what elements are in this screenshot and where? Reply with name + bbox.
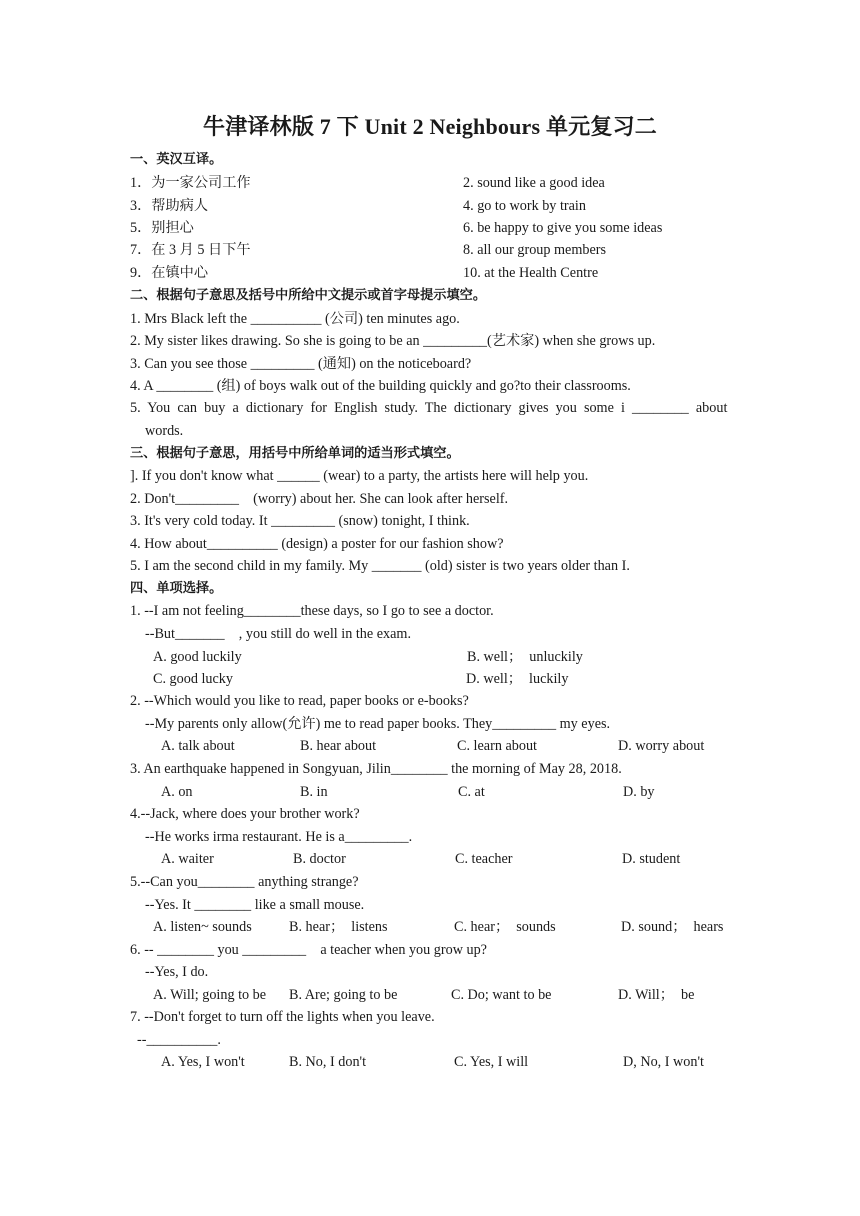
s4-q7-option-c: C. Yes, I will [454, 1054, 529, 1070]
s4-q7-option-a: A. Yes, I won't [161, 1054, 245, 1070]
s4-q2-line2: --My parents only allow(允许) me to read paper books. They_________ my eyes. [145, 716, 611, 732]
s4-q5-line2: --Yes. It ________ like a small mouse. [145, 897, 365, 913]
s4-q6-option-c: C. Do; want to be [451, 987, 552, 1003]
s1-item-6: 6. be happy to give you some ideas [463, 220, 663, 236]
s2-question-5: 5. You can buy a dictionary for English study. The dictionary gives you some i ________ about [130, 400, 728, 416]
section-4-heading: 四、单项选择。 [130, 581, 223, 596]
s4-q6-line1: 6. -- ________ you _________ a teacher when you grow up? [130, 942, 487, 958]
s4-q5-option-a: A. listen~ sounds [153, 919, 252, 935]
s4-q1-line1: 1. --I am not feeling________these days, so I go to see a doctor. [130, 603, 494, 619]
s4-q7-option-b: B. No, I don't [289, 1054, 367, 1070]
s3-question-2: 2. Don't_________ (worry) about her. She can look after herself. [130, 491, 509, 507]
s1-item-9: 9．在镇中心 [130, 265, 209, 281]
s1-item-3: 3．帮助病人 [130, 198, 209, 214]
s2-question-2: 2. My sister likes drawing. So she is going to be an _________(艺术家) when she grows up. [130, 333, 656, 349]
s1-item-8: 8. all our group members [463, 242, 607, 258]
s4-q1-line2: --But_______ , you still do well in the exam. [145, 626, 411, 642]
s4-q2-option-b: B. hear about [300, 738, 377, 754]
s4-q6-option-d: D. Will； be [618, 987, 695, 1003]
s4-q5-line1: 5.--Can you________ anything strange? [130, 874, 359, 890]
s4-q4-line1: 4.--Jack, where does your brother work? [130, 806, 360, 822]
s4-q1-option-b: B. well； unluckily [467, 649, 583, 665]
s4-q1-option-a: A. good luckily [153, 649, 242, 665]
s4-q3-line1: 3. An earthquake happened in Songyuan, Jilin________ the morning of May 28, 2018. [130, 761, 622, 777]
s2-question-5-cont: words. [145, 423, 184, 439]
s3-question-3: 3. It's very cold today. It _________ (snow) tonight, I think. [130, 513, 470, 529]
s4-q5-option-d: D. sound； hears [621, 919, 724, 935]
s4-q7-line2: --__________. [137, 1032, 221, 1048]
s4-q4-option-b: B. doctor [293, 851, 346, 867]
s4-q1-option-d: D. well； luckily [466, 671, 569, 687]
s4-q2-option-d: D. worry about [618, 738, 705, 754]
s1-item-2: 2. sound like a good idea [463, 175, 605, 191]
s4-q6-line2: --Yes, I do. [145, 964, 209, 980]
s4-q1-option-c: C. good lucky [153, 671, 233, 687]
s4-q4-option-c: C. teacher [455, 851, 513, 867]
s4-q7-line1: 7. --Don't forget to turn off the lights when you leave. [130, 1009, 435, 1025]
s1-item-1: 1．为一家公司工作 [130, 175, 251, 191]
s4-q3-option-b: B. in [300, 784, 328, 800]
s4-q6-option-b: B. Are; going to be [289, 987, 398, 1003]
s4-q5-option-b: B. hear； listens [289, 919, 388, 935]
s4-q3-option-c: C. at [458, 784, 485, 800]
s1-item-7: 7．在 3 月 5 日下午 [130, 242, 251, 258]
s4-q5-option-c: C. hear； sounds [454, 919, 556, 935]
s4-q2-option-c: C. learn about [457, 738, 537, 754]
s4-q6-option-a: A. Will; going to be [153, 987, 267, 1003]
s4-q2-option-a: A. talk about [161, 738, 235, 754]
s3-question-1: ]. If you don't know what ______ (wear) to a party, the artists here will help you. [130, 468, 589, 484]
s4-q7-option-d: D, No, I won't [623, 1054, 704, 1070]
s1-item-4: 4. go to work by train [463, 198, 586, 214]
section-3-heading: 三、根据句子意思，用括号中所给单词的适当形式填空。 [130, 446, 460, 461]
s1-item-5: 5．别担心 [130, 220, 194, 236]
s3-question-5: 5. I am the second child in my family. My _______ (old) sister is two years older than I. [130, 558, 630, 574]
s4-q3-option-d: D. by [623, 784, 655, 800]
s4-q4-option-a: A. waiter [161, 851, 214, 867]
s4-q2-line1: 2. --Which would you like to read, paper books or e-books? [130, 693, 469, 709]
section-1-heading: 一、英汉互译。 [130, 152, 223, 167]
section-2-heading: 二、根据句子意思及括号中所给中文提示或首字母提示填空。 [130, 288, 487, 303]
s1-item-10: 10. at the Health Centre [463, 265, 599, 281]
s2-question-1: 1. Mrs Black left the __________ (公司) ten minutes ago. [130, 311, 460, 327]
s3-question-4: 4. How about__________ (design) a poster for our fashion show? [130, 536, 504, 552]
s4-q4-option-d: D. student [622, 851, 681, 867]
s4-q4-line2: --He works irma restaurant. He is a_________. [145, 829, 413, 845]
s4-q3-option-a: A. on [161, 784, 193, 800]
s2-question-3: 3. Can you see those _________ (通知) on the noticeboard? [130, 356, 472, 372]
s2-question-4: 4. A ________ (组) of boys walk out of the building quickly and go?to their classrooms. [130, 378, 631, 394]
page-title: 牛津译林版 7 下 Unit 2 Neighbours 单元复习二 [203, 114, 657, 139]
